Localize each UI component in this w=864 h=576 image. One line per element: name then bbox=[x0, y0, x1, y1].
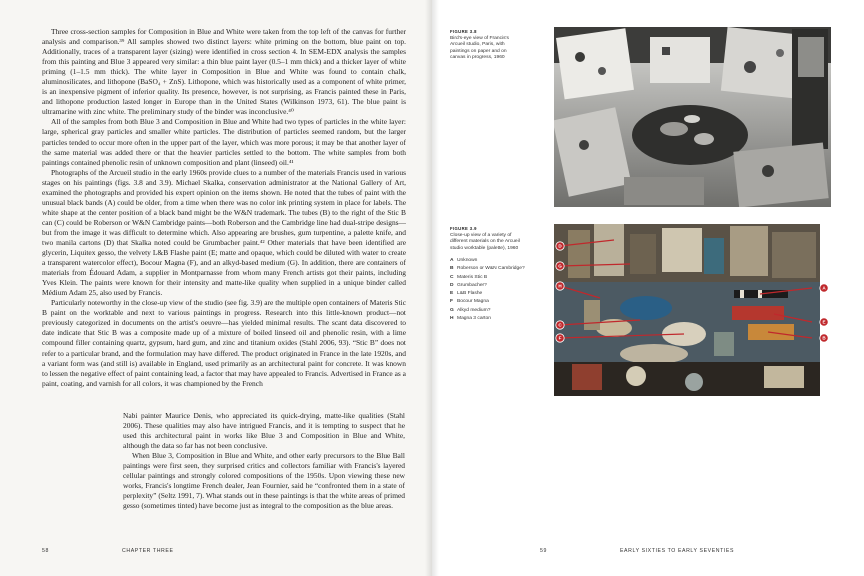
paragraph: All of the samples from both Blue 3 and Composition in Blue and White had two types of particles in the white layer: large, spherical gray particles and smaller white particles. The distribution of particles seemed random, but the larger particles tended to occur more often in the upper part of the layer, which was more porous; it may be that another layer of the same material was added there or that the heavier particles settled to the bottom. The white samples from both paintings contained phenolic resin of unknown composition and plant (linseed) oil.⁴¹ bbox=[42, 117, 406, 167]
book-gutter bbox=[425, 0, 439, 576]
figure-legend bbox=[450, 257, 525, 323]
paragraph: When Blue 3, Composition in Blue and White, and other early precursors to the Blue Ball paintings were first seen, they surprised critics and collectors familiar with Francis's layered cellular paintings and strongly colored compositions of the 1950s. Upon viewing these new works, Francis's longtime French dealer, Jean Fournier, said he “confronted them in a state of perplexity” (Seltz 1991, 7). What stands out in these paintings is that the white areas of primed gesso (sometimes tinted) have become just as integral to the composition as the blue areas. bbox=[123, 451, 405, 511]
figure-label: FIGURE 3.9 bbox=[450, 226, 477, 231]
legend-item: D Grumbacher? bbox=[450, 282, 487, 288]
legend-item: E L&B Flashe bbox=[450, 291, 483, 297]
callout-letter: H bbox=[558, 283, 562, 289]
legend-item: A Unknown bbox=[450, 258, 478, 263]
paragraph: Three cross-section samples for Composition in Blue and White were taken from the top left of the canvas for further analysis and comparison.³⁹ All samples showed two distinct layers: white priming on the bottom, blue paint on top. Additionally, traces of a transparent layer (sizing) were identified in cross section 4. In SEM-EDX analysis the samples from this painting and Blue 3 appeared very similar: a thin blue paint layer (0.5–1 mm thick) and a thicker layer of white priming (1–1.5 mm thick). The white layer in Composition in Blue and White was found to contain chalk, aluminosilicates, and lithopone (BaSO₄ + ZnS). Lithopone, which was historically used as a component of white primer, is an inexpensive pigment of inferior quality. Its presence, however, is not surprising, as Francis painted these in Paris, and lithopone production lasted longer in Europe than in the United States (Wilkinson 1973, 61). The blue paint is ultramarine with zinc white. The preliminary study of the binder was inconclusive.⁴⁰ bbox=[42, 27, 406, 117]
legend-item: F Bocour Magna bbox=[450, 299, 489, 305]
running-head: CHAPTER THREE bbox=[122, 548, 174, 554]
paragraph: Nabi painter Maurice Denis, who appreciated its quick-drying, matte-like qualities (Stahl 2006). These qualities may also have intrigued Francis, and it is tempting to suspect that he used this architectural paint in works like Blue 3 and Composition in Blue and White, although the data so far has not been conclusive. bbox=[123, 411, 405, 451]
paragraph: Particularly noteworthy in the close-up view of the studio (see fig. 3.9) are the multiple open containers of Materis Stic B paint on the worktable and next to various paintings in progress. Research into this little-known product—not previously categorized in documents on the artist's oeuvre—has yielded minimal results. The scant data discovered to date indicate that Stic B was a composite made up of a mixture of boiled linseed oil and phenolic resin, with a lime compound filler containing quartz, gypsum, hard gum, and zinc and titanium oxides (Stahl 2006, 93). “Stic B” does not refer to a particular brand, and the formulation may have differed. The product originated in France in the late 1920s, and a variant form was (and still is) available in England, used primarily as an architectural paint for concrete. It was known to lessen the negative effect of paint containing lead, a factor that may have appealed to Francis. Advertised in France as a paint, coating, and varnish for all colors, it was championed by the French bbox=[42, 298, 406, 388]
callout-letter: B bbox=[822, 335, 826, 341]
legend-item: H Magna 3 carton bbox=[450, 316, 491, 322]
legend-item: G Alkyd medium? bbox=[450, 307, 491, 313]
figure-caption: Bird's-eye view of Francis's Arcueil studio, Paris, with paintings on paper and on canvas in progress, 1960 bbox=[450, 36, 509, 61]
callout-letter: F bbox=[558, 335, 562, 341]
callout-letter: A bbox=[822, 285, 826, 291]
paragraph: Photographs of the Arcueil studio in the early 1960s provide clues to a number of the materials Francis used in various stages on his paintings (figs. 3.8 and 3.9). Michael Skalka, conservation administrator at the National Gallery of Art, examined the photographs and provided his expert opinion on the items shown. He noted that the tubes of paint with the unusual black bands (A) could be older, from a time when there was no color ink printing system in place for labels. The white shape at the center position of a black band might be the W&N trademark. The tubes (B) to the right of the Stic B can (C) could be Roberson or W&N Cambridge paints—both Roberson and the Cambridge line had dual-stripe designs—but from the image it was difficult to determine which. Also appearing are brushes, gum turpentine, a palette knife, and two manila cartons (D) that Skalka noted could be Grumbacher paint.⁴² Other materials that have been identified are glycerin, Liquitex gesso, the velvety L&B Flashe paint (E; matte and opaque, which could be diluted with water to create a transparent watercolor effect), Bocour Magna (F), and an alkyd-based medium (G). In addition, there are containers of materials from Édouard Adam, a supplier in Montparnasse from whom many French artists got their paints, including Yves Klein. The paints were known for their intensity and matte-like quality when supplied in a unique binder called Médium Adam 25, also used by Francis. bbox=[42, 167, 406, 298]
callout-letter: E bbox=[822, 319, 826, 325]
callout-markers bbox=[550, 224, 832, 396]
callout-letter: C bbox=[558, 322, 562, 328]
page-number: 59 bbox=[540, 548, 547, 554]
running-head: EARLY SIXTIES TO EARLY SEVENTIES bbox=[620, 548, 735, 554]
page-number: 58 bbox=[42, 548, 49, 554]
callout-letter: G bbox=[558, 263, 562, 269]
legend-item: B Roberson or W&N Cambridge? bbox=[450, 266, 525, 272]
legend-item: C Materis Stic B bbox=[450, 274, 488, 280]
callout-letter: D bbox=[558, 243, 562, 249]
figure-caption: Close-up view of a variety of different materials on the Arcueil studio worktable (palette), 1960 bbox=[450, 233, 520, 251]
figure-label: FIGURE 3.8 bbox=[450, 29, 477, 34]
right-body-text bbox=[123, 411, 405, 533]
studio-birdseye-photo bbox=[554, 27, 831, 207]
